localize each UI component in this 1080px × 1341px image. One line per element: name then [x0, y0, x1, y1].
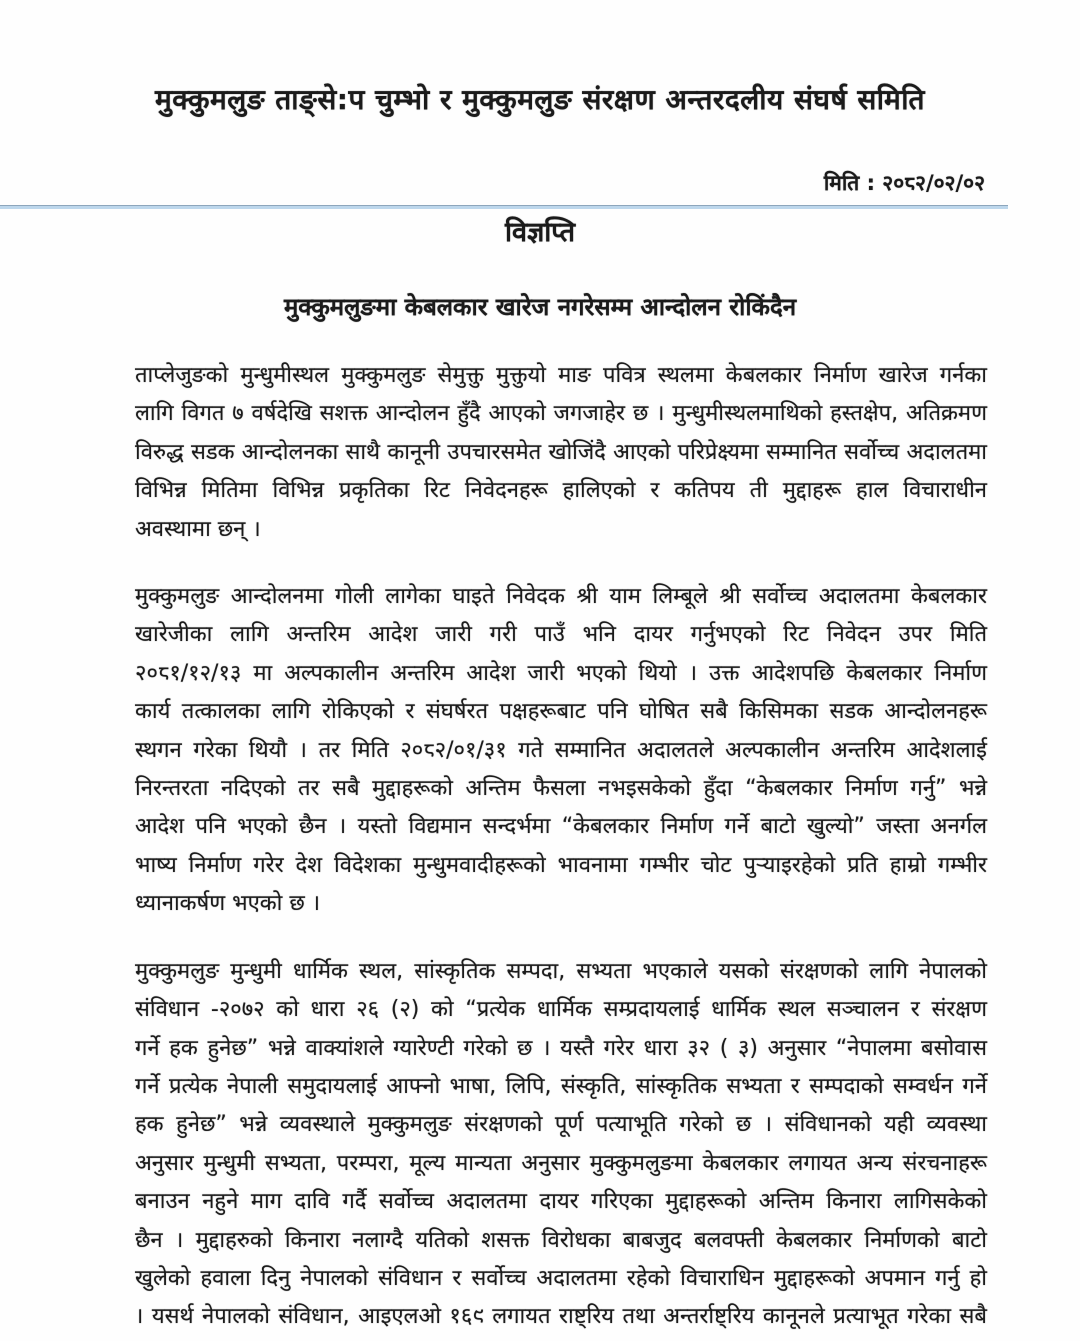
text-line: छैन । मुद्दाहरुको किनारा नलाग्दै यतिको शसक्त विरोधका बाबजुद बलवफ्ती केबलकार निर्माणको बाटो: [135, 1227, 987, 1253]
text-line: विरुद्ध सडक आन्दोलनका साथै कानूनी उपचारसमेत खोजिंदै आएको परिप्रेक्ष्यमा सम्मानित सर्वोच्च अदालतमा: [135, 439, 987, 465]
text-line: ध्यानाकर्षण भएको छ ।: [135, 891, 321, 917]
text-line: भाष्य निर्माण गरेर देश विदेशका मुन्धुमवादीहरूको भावनामा गम्भीर चोट पुऱ्याइरहेको प्रति हाम्रो गम्भीर: [135, 852, 987, 878]
text-line: संविधान -२०७२ को धारा २६ (२) को “प्रत्येक धार्मिक सम्प्रदायलाई धार्मिक स्थल सञ्चालन र संरक्षण: [135, 997, 987, 1023]
header-divider-rule: [0, 205, 1008, 209]
text-line: मुक्कुमलुङ आन्दोलनमा गोली लागेका घाइते निवेदक श्री याम लिम्बूले श्री सर्वोच्च अदालतमा केबलकार: [135, 584, 987, 610]
notice-heading: विज्ञप्ति: [504, 217, 575, 248]
text-line: स्थगन गरेका थियौ । तर मिति २०८२/०१/३१ गते सम्मानित अदालतले अल्पकालीन अन्तरिम आदेशलाई: [135, 737, 987, 763]
text-line: आदेश पनि भएको छैन । यस्तो विद्यमान सन्दर्भमा “केबलकार निर्माण गर्ने बाटो खुल्यो” जस्ता अनर्गल: [135, 814, 987, 840]
text-line: २०८१/१२/१३ मा अल्पकालीन अन्तरिम आदेश जारी भएको थियो । उक्त आदेशपछि केबलकार निर्माण: [135, 660, 987, 686]
text-line: ताप्लेजुङको मुन्धुमीस्थल मुक्कुमलुङ सेमुक्तु मुक्तुयो माङ पवित्र स्थलमा केबलकार निर्माण खारेज गर्नका: [135, 363, 987, 388]
text-line: । यसर्थ नेपालको संविधान, आइएलओ १६९ लगायत राष्ट्रिय तथा अन्तर्राष्ट्रिय कानूनले प्रत्याभूत गरेका सबै: [135, 1304, 987, 1330]
text-line: विभिन्न मितिमा विभिन्न प्रकृतिका रिट निवेदनहरू हालिएको र कतिपय ती मुद्दाहरू हाल विचाराधीन: [135, 478, 987, 504]
text-line: अनुसार मुन्धुमी सभ्यता, परम्परा, मूल्य मान्यता अनुसार मुक्कुमलुङमा केबलकार लगायत अन्य संरचनाहरू: [135, 1150, 987, 1176]
text-line: खारेजीका लागि अन्तरिम आदेश जारी गरी पाउँ भनि दायर गर्नुभएको रिट निवेदन उपर मिति: [135, 622, 987, 648]
text-line: कार्य तत्कालका लागि रोकिएको र संघर्षरत पक्षहरूबाट पनि घोषित सबै किसिमका सडक आन्दोलनहरू: [135, 699, 987, 725]
text-line: अवस्थामा छन् ।: [135, 516, 261, 542]
paragraph: [135, 357, 987, 549]
committee-title: मुक्कुमलुङ ताङ्से:प चुम्भो र मुक्कुमलुङ संरक्षण अन्तरदलीय संघर्ष समिति: [154, 83, 926, 116]
text-line: बनाउन नहुने माग दावि गर्दै सर्वोच्च अदालतमा दायर गरिएका मुद्दाहरूको अन्तिम किनारा लागिसकेको: [135, 1189, 987, 1215]
date-line: मिति : २०८२/०२/०२: [823, 171, 985, 195]
document-body: [135, 357, 987, 1341]
text-line: गर्ने हक हुनेछ” भन्ने वाक्यांशले ग्यारेण्टी गरेको छ । यस्तै गरेर धारा ३२ ( ३) अनुसार “नेपालमा बसोवास: [135, 1035, 987, 1061]
text-line: निरन्तरता नदिएको तर सबै मुद्दाहरूको अन्तिम फैसला नभइसकेको हुँदा “केबलकार निर्माण गर्नु” भन्ने: [135, 776, 987, 802]
paragraph: [135, 953, 987, 1337]
text-line: मुक्कुमलुङ मुन्धुमी धार्मिक स्थल, सांस्कृतिक सम्पदा, सभ्यता भएकाले यसको संरक्षणको लागि नेपालको: [135, 958, 987, 984]
text-line: खुलेको हवाला दिनु नेपालको संविधान र सर्वोच्च अदालतमा रहेको विचाराधिन मुद्दाहरूको अपमान गर्नु हो: [135, 1265, 987, 1291]
text-line: हक हुनेछ” भन्ने व्यवस्थाले मुक्कुमलुङ संरक्षणको पूर्ण पत्याभूति गरेको छ । संविधानको यही व्यवस्था: [135, 1112, 987, 1138]
text-line: लागि विगत ७ वर्षदेखि सशक्त आन्दोलन हुँदै आएको जगजाहेर छ । मुन्धुमीस्थलमाथिको हस्तक्षेप, अतिक्रमण: [135, 401, 987, 427]
headline: मुक्कुमलुङमा केबलकार खारेज नगरेसम्म आन्दोलन रोकिंदैन: [283, 293, 797, 321]
paragraph: [135, 578, 987, 924]
text-line: गर्ने प्रत्येक नेपाली समुदायलाई आफ्नो भाषा, लिपि, संस्कृति, सांस्कृतिक सभ्यता र सम्पदाको सम्वर्धन गर्ने: [135, 1073, 987, 1099]
